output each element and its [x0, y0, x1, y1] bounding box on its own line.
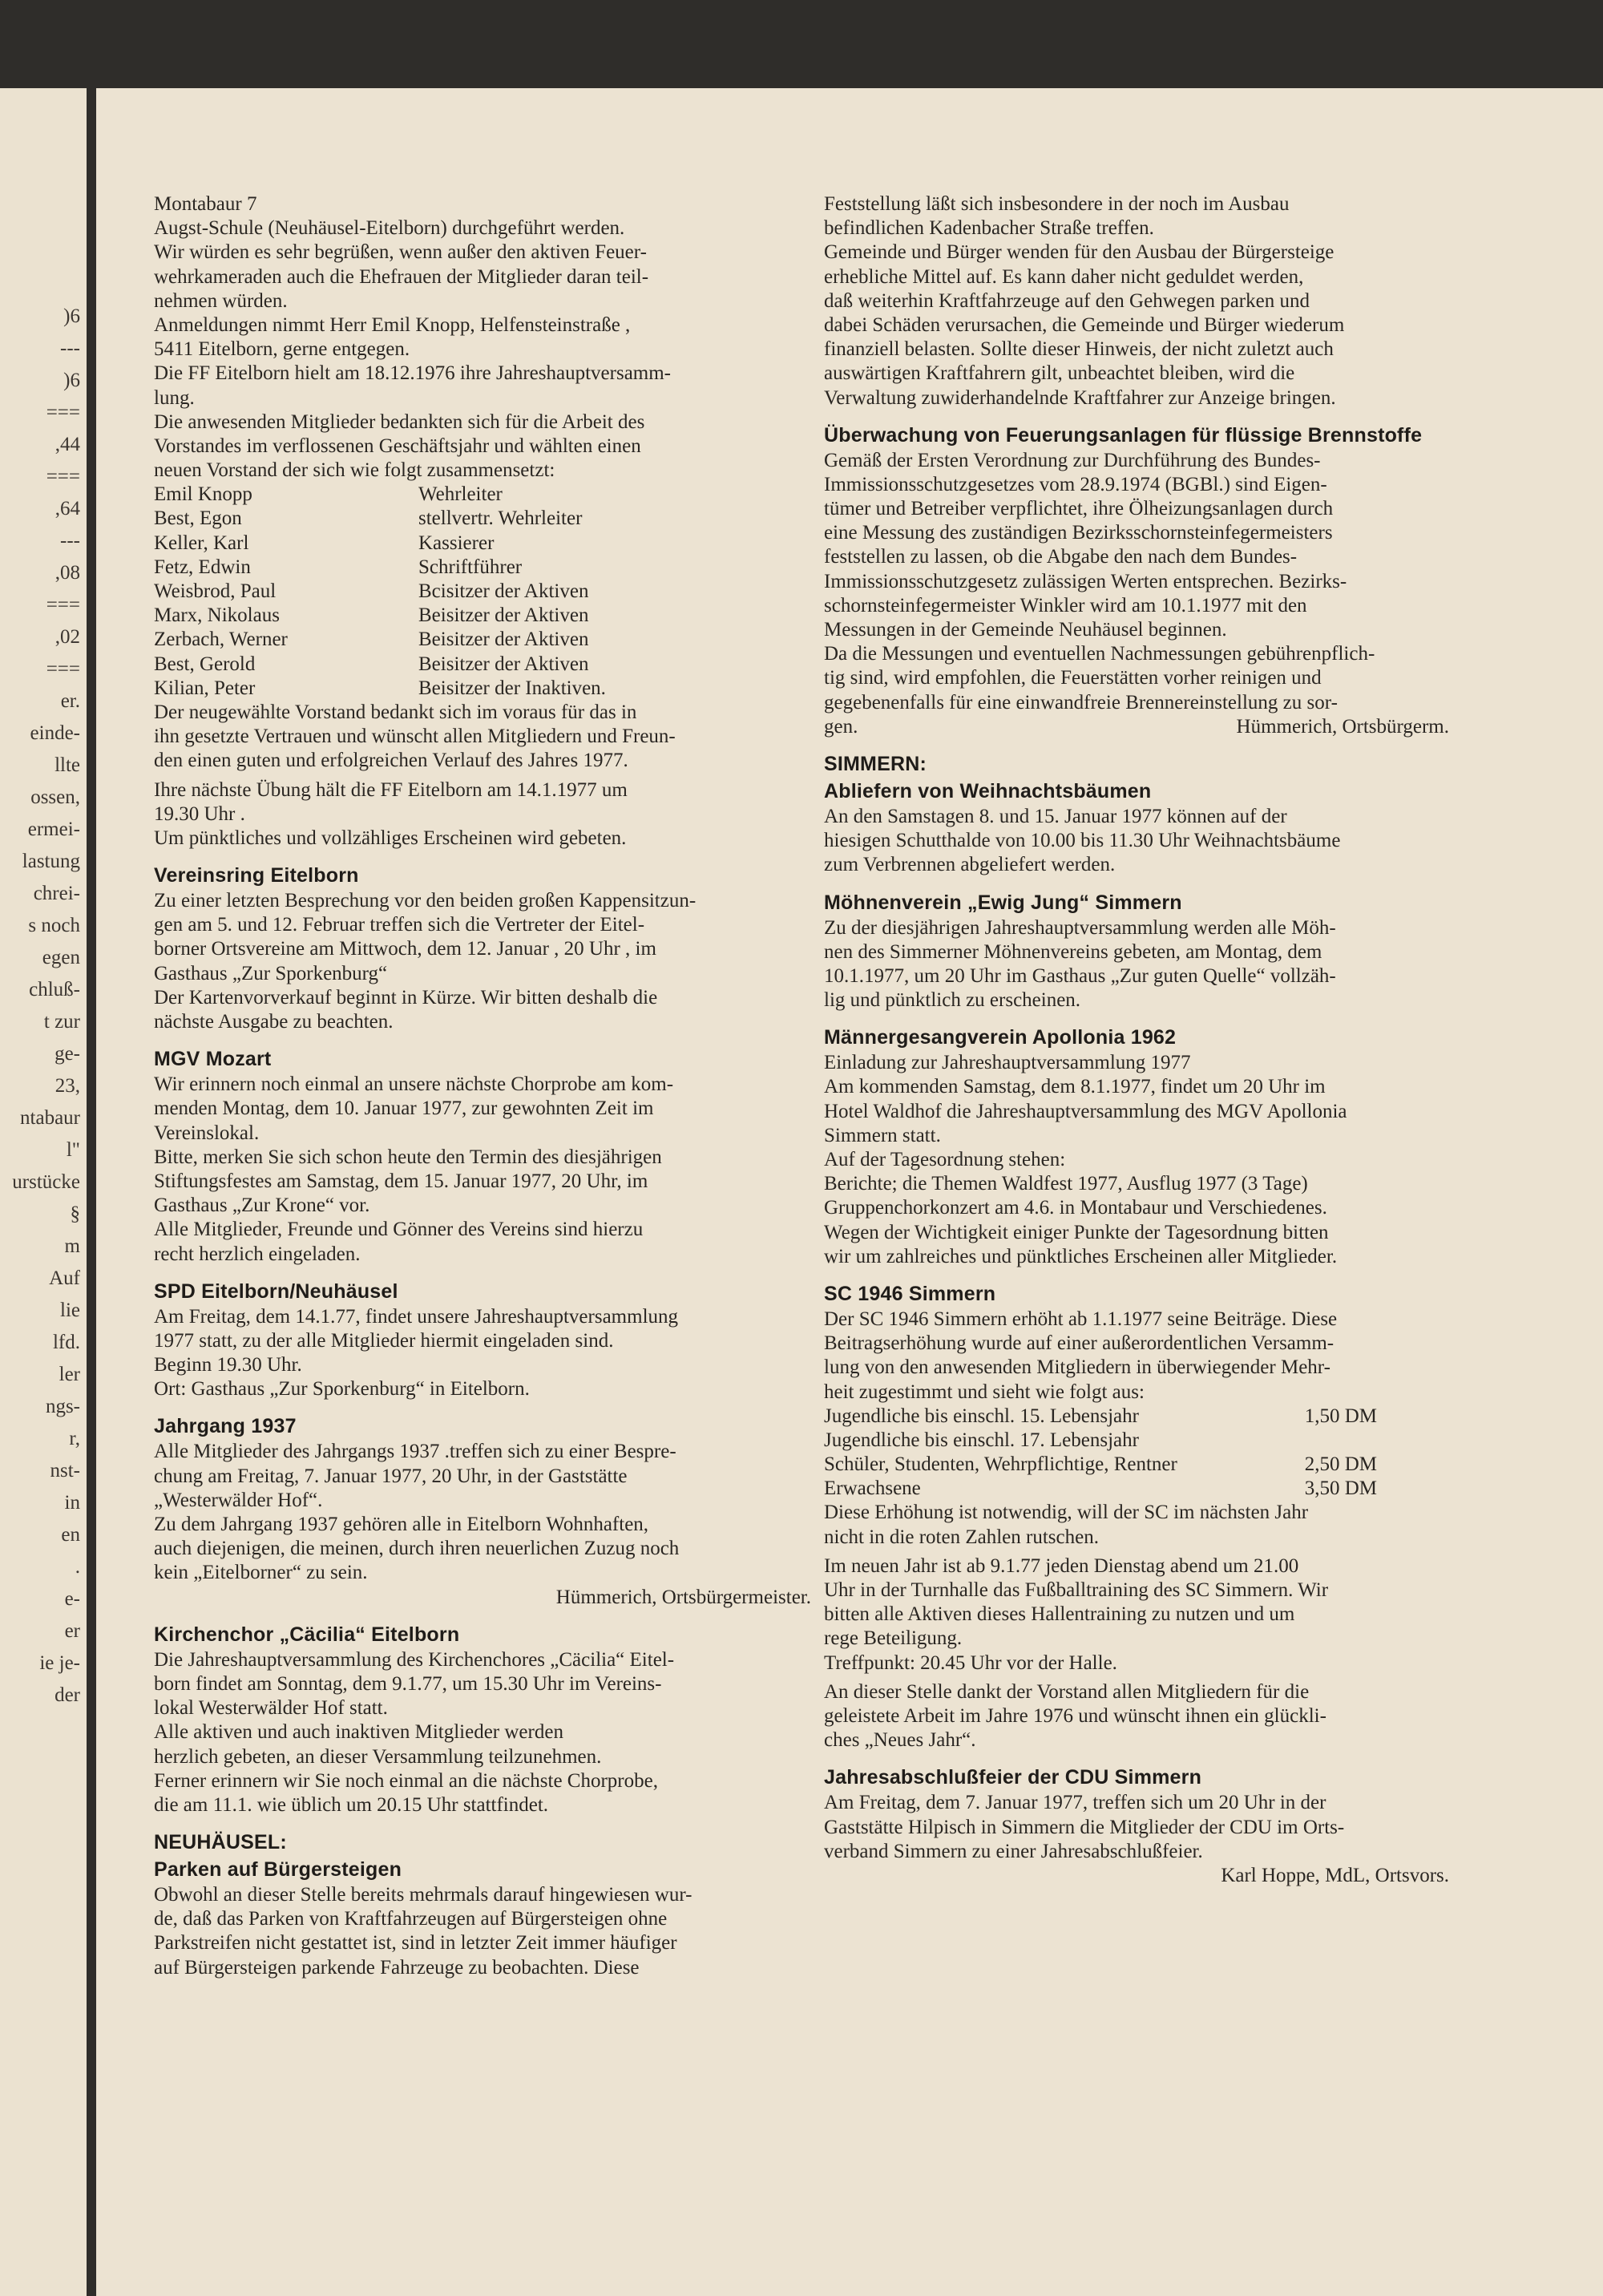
jahrgang-text	[154, 1440, 818, 1585]
margin-fragment: .	[75, 1556, 80, 1578]
text-line: Immissionsschutzgesetzes vom 28.9.1974 (BGBl.) sind Eigen-	[824, 473, 1327, 495]
text-line: schornsteinfegermeister Winkler wird am 10.1.1977 mit den	[824, 594, 1307, 616]
board-member-role: Beisitzer der Aktiven	[418, 604, 589, 627]
margin-fragment: t zur	[43, 1011, 80, 1033]
text-line: heit zugestimmt und sieht wie folgt aus:	[824, 1380, 1145, 1403]
text-line: Gaststätte Hilpisch in Simmern die Mitglieder der CDU im Orts-	[824, 1816, 1345, 1838]
uebung-notice	[154, 778, 818, 851]
margin-fragment: ---	[60, 338, 80, 359]
margin-fragment: ler	[59, 1364, 80, 1385]
mgv-heading: MGV Mozart	[154, 1048, 272, 1071]
kirchenchor-text	[154, 1648, 818, 1817]
margin-fragment: lastung	[22, 851, 80, 872]
margin-fragment: ie je-	[39, 1652, 80, 1674]
moehnen-heading: Möhnenverein „Ewig Jung“ Simmern	[824, 891, 1182, 914]
board-row	[154, 653, 818, 677]
margin-fragment: ntabaur	[20, 1107, 80, 1129]
text-line: Am Freitag, dem 7. Januar 1977, treffen sich um 20 Uhr in der	[824, 1792, 1326, 1814]
board-member-name: Emil Knopp	[154, 483, 252, 506]
board-row	[154, 628, 818, 652]
text-line: lig und pünktlich zu erscheinen.	[824, 989, 1081, 1012]
margin-fragment: ,44	[55, 434, 80, 455]
board-member-role: stellvertr. Wehrleiter	[418, 507, 583, 530]
margin-fragment: ngs-	[45, 1396, 80, 1417]
text-line: Der neugewählte Vorstand bedankt sich im voraus für das in	[154, 701, 637, 723]
text-line: verband Simmern zu einer Jahresabschlußfeier.	[824, 1840, 1203, 1862]
margin-fragment: urstücke	[12, 1171, 80, 1193]
fee-label: Schüler, Studenten, Wehrpflichtige, Rentner	[824, 1453, 1177, 1476]
text-line: Gasthaus „Zur Krone“ vor.	[154, 1194, 370, 1217]
text-line: 10.1.1977, um 20 Uhr im Gasthaus „Zur guten Quelle“ vollzäh-	[824, 964, 1336, 987]
feuerung-heading: Überwachung von Feuerungsanlagen für flüssige Brennstoffe	[824, 423, 1423, 447]
fee-label: Erwachsene	[824, 1477, 921, 1500]
board-member-name: Best, Egon	[154, 507, 242, 530]
text-line: nen des Simmerner Möhnenvereins gebeten, am Montag, dem	[824, 940, 1322, 963]
cdu-heading: Jahresabschlußfeier der CDU Simmern	[824, 1766, 1202, 1789]
neuhaeusel-heading: NEUHÄUSEL:	[154, 1831, 287, 1854]
text-line: zum Verbrennen abgeliefert werden.	[824, 854, 1116, 876]
fee-row	[824, 1477, 1377, 1501]
board-row	[154, 580, 818, 604]
text-line: Stiftungsfestes am Samstag, dem 15. Januar 1977, 20 Uhr, im	[154, 1170, 648, 1192]
text-line: finanziell belasten. Sollte dieser Hinweis, der nicht zuletzt auch	[824, 338, 1334, 361]
margin-fragment: ---	[60, 530, 80, 552]
board-row	[154, 677, 818, 701]
fee-amount: 3,50 DM	[1304, 1477, 1377, 1500]
feuerung-signature: Hümmerich, Ortsbürgerm.	[1236, 715, 1449, 738]
text-line: Anmeldungen nimmt Herr Emil Knopp, Helfensteinstraße ,	[154, 313, 631, 336]
margin-fragment: e-	[64, 1588, 80, 1610]
board-member-role: Wehrleiter	[418, 483, 503, 506]
margin-fragment: llte	[55, 754, 80, 776]
text-line: bitten alle Aktiven dieses Hallentraining zu nutzen und um	[824, 1603, 1295, 1626]
kirchenchor-heading: Kirchenchor „Cäcilia“ Eitelborn	[154, 1623, 460, 1646]
board-row	[154, 507, 818, 531]
vereinsring-heading: Vereinsring Eitelborn	[154, 864, 359, 887]
text-line: born findet am Sonntag, dem 9.1.77, um 15.30 Uhr im Vereins-	[154, 1672, 662, 1695]
fee-amount: 2,50 DM	[1304, 1453, 1377, 1476]
text-line: recht herzlich eingeladen.	[154, 1243, 361, 1265]
feuerung-text	[824, 449, 1481, 715]
margin-fragment: 23,	[55, 1075, 80, 1097]
text-line: feststellen zu lassen, ob die Abgabe den nach dem Bundes-	[824, 546, 1298, 568]
text-line: Um pünktliches und vollzähliges Erscheinen wird gebeten.	[154, 827, 627, 849]
text-line: Augst-Schule (Neuhäusel-Eitelborn) durchgeführt werden.	[154, 217, 625, 240]
text-line: Alle Mitglieder, Freunde und Gönner des Vereins sind hierzu	[154, 1219, 644, 1241]
text-line: lung.	[154, 386, 195, 409]
feuerwehr-article	[154, 192, 818, 483]
margin-fragment: l"	[66, 1139, 80, 1161]
text-line: auch diejenigen, die meinen, durch ihren neuerlichen Zuzug noch	[154, 1538, 680, 1560]
text-line: Zu dem Jahrgang 1937 gehören alle in Eitelborn Wohnhaften,	[154, 1514, 649, 1535]
parken-text	[154, 1883, 818, 1980]
apollonia-heading: Männergesangverein Apollonia 1962	[824, 1026, 1177, 1049]
text-line: Im neuen Jahr ist ab 9.1.77 jeden Dienstag abend um 21.00	[824, 1554, 1299, 1577]
text-line: Gemeinde und Bürger wenden für den Ausbau der Bürgersteige	[824, 241, 1334, 264]
text-line: ihn gesetzte Vertrauen und wünscht allen Mitgliedern und Freun-	[154, 726, 676, 748]
margin-fragment: ,02	[55, 626, 80, 648]
jahrgang-signature: Hümmerich, Ortsbürgermeister.	[555, 1586, 811, 1608]
text-line: Alle aktiven und auch inaktiven Mitglieder werden	[154, 1721, 563, 1744]
text-line: Ihre nächste Übung hält die FF Eitelborn am 14.1.1977 um	[154, 778, 628, 801]
text-line: Ort: Gasthaus „Zur Sporkenburg“ in Eitelborn.	[154, 1378, 530, 1401]
board-member-name: Best, Gerold	[154, 653, 256, 675]
text-line: Der SC 1946 Simmern erhöht ab 1.1.1977 seine Beiträge. Diese	[824, 1308, 1338, 1330]
margin-fragment: Auf	[49, 1267, 80, 1289]
board-member-name: Marx, Nikolaus	[154, 604, 280, 627]
board-closing	[154, 701, 818, 774]
board-row	[154, 532, 818, 556]
text-line: Gruppenchorkonzert am 4.6. in Montabaur und Verschiedenes.	[824, 1197, 1327, 1219]
cdu-text	[824, 1791, 1481, 1864]
weihnachtsbaum-heading: Abliefern von Weihnachtsbäumen	[824, 779, 1152, 802]
moehnen-text	[824, 916, 1481, 1013]
text-line: geleistete Arbeit im Jahre 1976 und wünscht ihnen ein glückli-	[824, 1704, 1326, 1727]
margin-fragment: ===	[46, 402, 80, 423]
board-member-name: Weisbrod, Paul	[154, 580, 277, 602]
spd-heading: SPD Eitelborn/Neuhäusel	[154, 1279, 398, 1303]
parken-continuation	[824, 192, 1481, 410]
text-line: Da die Messungen und eventuellen Nachmessungen gebührenpflich-	[824, 643, 1375, 665]
sc-after-text	[824, 1501, 1481, 1549]
margin-fragment: ===	[46, 466, 80, 487]
text-line: lung von den anwesenden Mitgliedern in überwiegender Mehr-	[824, 1356, 1330, 1379]
sc-heading: SC 1946 Simmern	[824, 1282, 996, 1305]
text-line: gegebenenfalls für eine einwandfreie Brennereinstellung zu sor-	[824, 691, 1338, 713]
margin-fragment: ossen,	[30, 786, 80, 808]
right-column	[824, 192, 1481, 1888]
text-line: Vereinslokal.	[154, 1122, 260, 1144]
margin-fragment: §	[70, 1203, 80, 1225]
fee-amount: 1,50 DM	[1304, 1405, 1377, 1427]
text-line: Montabaur 7	[154, 193, 257, 215]
text-line: Obwohl an dieser Stelle bereits mehrmals darauf hingewiesen wur-	[154, 1884, 692, 1906]
margin-fragment: en	[61, 1524, 80, 1546]
text-line: Immissionsschutzgesetz zulässigen Werten entsprechen. Bezirks-	[824, 570, 1347, 592]
text-line: erhebliche Mittel auf. Es kann daher nicht geduldet werden,	[824, 265, 1304, 288]
hallentraining-text	[824, 1554, 1481, 1676]
text-line: auf Bürgersteigen parkende Fahrzeuge zu beobachten. Diese	[154, 1956, 640, 1979]
margin-fragment: chluß-	[29, 979, 80, 1000]
margin-fragment: ge-	[55, 1043, 80, 1065]
previous-page-margin	[0, 88, 87, 2296]
board-member-role: Beisitzer der Aktiven	[418, 629, 589, 651]
text-line: Wir erinnern noch einmal an unsere nächste Chorprobe am kom-	[154, 1073, 674, 1096]
board-row	[154, 604, 818, 628]
margin-fragment: )6	[63, 305, 80, 327]
fee-label: Jugendliche bis einschl. 15. Lebensjahr	[824, 1405, 1139, 1427]
text-line: gen am 5. und 12. Februar treffen sich die Vertreter der Eitel-	[154, 914, 645, 936]
margin-fragment: lie	[60, 1300, 80, 1321]
fee-row	[824, 1453, 1377, 1477]
text-line: Die anwesenden Mitglieder bedankten sich für die Arbeit des	[154, 410, 645, 433]
text-line: Einladung zur Jahreshauptversammlung 1977	[824, 1052, 1191, 1074]
dank-text	[824, 1680, 1481, 1753]
text-line: Die FF Eitelborn hielt am 18.12.1976 ihre Jahreshauptversamm-	[154, 362, 672, 385]
text-line: tümer und Betreiber verpflichtet, ihre Ölheizungsanlagen durch	[824, 498, 1334, 520]
margin-fragment: chrei-	[33, 883, 80, 904]
text-line: Beginn 19.30 Uhr.	[154, 1354, 302, 1376]
board-row	[154, 483, 818, 507]
text-line: lokal Westerwälder Hof statt.	[154, 1697, 388, 1720]
text-line: 1977 statt, zu der alle Mitglieder hiermit eingeladen sind.	[154, 1329, 614, 1352]
weihnachtsbaum-text	[824, 805, 1481, 878]
margin-fragment: ===	[46, 594, 80, 616]
text-line: eine Messung des zuständigen Bezirksschornsteinfegermeisters	[824, 522, 1333, 544]
board-member-name: Fetz, Edwin	[154, 556, 251, 578]
margin-fragment: nst-	[50, 1460, 80, 1481]
text-line: Diese Erhöhung ist notwendig, will der SC im nächsten Jahr	[824, 1502, 1309, 1524]
text-line: nächste Ausgabe zu beachten.	[154, 1011, 394, 1033]
text-line: wehrkameraden auch die Ehefrauen der Mitglieder daran teil-	[154, 265, 649, 288]
margin-fragment: ,64	[55, 498, 80, 519]
apollonia-text	[824, 1051, 1481, 1269]
text-line: Der Kartenvorverkauf beginnt in Kürze. Wir bitten deshalb die	[154, 986, 658, 1009]
text-line: Simmern statt.	[824, 1124, 941, 1146]
sc-text	[824, 1308, 1481, 1405]
text-line: Hotel Waldhof die Jahreshauptversammlung des MGV Apollonia	[824, 1100, 1347, 1122]
text-line: Bitte, merken Sie sich schon heute den Termin des diesjährigen	[154, 1146, 662, 1168]
text-line: Gasthaus „Zur Sporkenburg“	[154, 962, 388, 984]
text-line: nehmen würden.	[154, 289, 288, 312]
text-line: ches „Neues Jahr“.	[824, 1729, 976, 1752]
spd-text	[154, 1305, 818, 1402]
board-member-role: Beisitzer der Inaktiven.	[418, 677, 606, 699]
text-line: An den Samstagen 8. und 15. Januar 1977 können auf der	[824, 805, 1287, 827]
text-line: hiesigen Schutthalde von 10.00 bis 11.30 Uhr Weihnachtsbäume	[824, 830, 1341, 852]
text-line: Verwaltung zuwiderhandelnde Kraftfahrer zur Anzeige bringen.	[824, 386, 1336, 409]
margin-fragment: einde-	[30, 722, 80, 744]
board-member-name: Kilian, Peter	[154, 677, 256, 699]
text-line: 19.30 Uhr .	[154, 802, 245, 825]
text-line: kein „Eitelborner“ zu sein.	[154, 1562, 368, 1584]
margin-fragment: er	[64, 1620, 80, 1642]
text-line: borner Ortsvereine am Mittwoch, dem 12. Januar , 20 Uhr , im	[154, 938, 656, 960]
left-column	[154, 192, 818, 1980]
text-line: Uhr in der Turnhalle das Fußballtraining des SC Simmern. Wir	[824, 1579, 1329, 1601]
margin-fragment: lfd.	[52, 1332, 80, 1353]
margin-fragment: ermei-	[27, 819, 80, 840]
text-line: 5411 Eitelborn, gerne entgegen.	[154, 338, 410, 361]
margin-fragment: in	[64, 1492, 80, 1514]
text-line: Wir würden es sehr begrüßen, wenn außer den aktiven Feuer-	[154, 241, 647, 264]
text-line: tig sind, wird empfohlen, die Feuerstätten vorher reinigen und	[824, 667, 1322, 689]
text-line: „Westerwälder Hof“.	[154, 1489, 323, 1511]
text-line: Am Freitag, dem 14.1.77, findet unsere Jahreshauptversammlung	[154, 1305, 679, 1328]
parken-heading: Parken auf Bürgersteigen	[154, 1858, 402, 1882]
margin-fragment: der	[55, 1684, 80, 1706]
text-line: wir um zahlreiches und pünktliches Erscheinen aller Mitglieder.	[824, 1245, 1338, 1267]
feuerung-last-word: gen.	[824, 715, 858, 738]
board-member-role: Schriftführer	[418, 556, 523, 578]
mgv-text	[154, 1073, 818, 1267]
text-line: neuen Vorstand der sich wie folgt zusammensetzt:	[154, 459, 555, 482]
text-line: befindlichen Kadenbacher Straße treffen.	[824, 217, 1154, 240]
margin-fragment: er.	[60, 690, 80, 712]
simmern-heading: SIMMERN:	[824, 752, 927, 775]
text-line: de, daß das Parken von Kraftfahrzeugen auf Bürgersteigen ohne	[154, 1908, 668, 1930]
text-line: Ferner erinnern wir Sie noch einmal an die nächste Chorprobe,	[154, 1769, 658, 1792]
text-line: Die Jahreshauptversammlung des Kirchenchores „Cäcilia“ Eitel-	[154, 1648, 675, 1671]
text-line: Parkstreifen nicht gestattet ist, sind in letzter Zeit immer häufiger	[154, 1932, 677, 1954]
text-line: menden Montag, dem 10. Januar 1977, zur gewohnten Zeit im	[154, 1097, 654, 1120]
board-member-role: Bcisitzer der Aktiven	[418, 580, 589, 602]
text-line: Wegen der Wichtigkeit einiger Punkte der Tagesordnung bitten	[824, 1221, 1329, 1243]
fee-row	[824, 1429, 1377, 1453]
margin-fragment: r,	[69, 1428, 80, 1449]
text-line: Auf der Tagesordnung stehen:	[824, 1149, 1066, 1170]
text-line: Zu der diesjährigen Jahreshauptversammlung werden alle Möh-	[824, 916, 1336, 939]
feuerung-signature-line	[824, 715, 1481, 739]
board-list	[154, 483, 818, 701]
text-line: nicht in die roten Zahlen rutschen.	[824, 1526, 1099, 1548]
text-line: daß weiterhin Kraftfahrzeuge auf den Gehwegen parken und	[824, 289, 1310, 312]
margin-fragment: s noch	[28, 915, 80, 936]
text-line: auswärtigen Kraftfahrern gilt, unbeachtet bleiben, wird die	[824, 362, 1295, 385]
vereinsring-text	[154, 889, 818, 1034]
margin-fragment: egen	[42, 947, 80, 968]
text-line: Treffpunkt: 20.45 Uhr vor der Halle.	[824, 1651, 1117, 1674]
text-line: Alle Mitglieder des Jahrgangs 1937 .treffen sich zu einer Bespre-	[154, 1441, 676, 1463]
board-member-name: Zerbach, Werner	[154, 629, 288, 651]
board-member-name: Keller, Karl	[154, 532, 249, 554]
text-line: Zu einer letzten Besprechung vor den beiden großen Kappensitzun-	[154, 890, 697, 912]
text-line: Feststellung läßt sich insbesondere in der noch im Ausbau	[824, 193, 1290, 215]
margin-fragment: ===	[46, 658, 80, 680]
text-line: den einen guten und erfolgreichen Verlauf des Jahres 1977.	[154, 750, 628, 772]
text-line: Berichte; die Themen Waldfest 1977, Ausflug 1977 (3 Tage)	[824, 1173, 1308, 1195]
fee-label: Jugendliche bis einschl. 17. Lebensjahr	[824, 1429, 1139, 1451]
text-line: Gemäß der Ersten Verordnung zur Durchführung des Bundes-	[824, 449, 1321, 471]
margin-fragment: m	[64, 1235, 80, 1257]
jahrgang-heading: Jahrgang 1937	[154, 1415, 297, 1438]
text-line: Am kommenden Samstag, dem 8.1.1977, findet um 20 Uhr im	[824, 1076, 1326, 1098]
text-line: dabei Schäden verursachen, die Gemeinde und Bürger wiederum	[824, 313, 1345, 336]
text-line: Messungen in der Gemeinde Neuhäusel beginnen.	[824, 619, 1227, 641]
text-line: rege Beteiligung.	[824, 1627, 963, 1650]
board-member-role: Beisitzer der Aktiven	[418, 653, 589, 675]
fee-row	[824, 1405, 1377, 1429]
margin-fragment: ,08	[55, 562, 80, 584]
text-line: Beitragserhöhung wurde auf einer außerordentlichen Versamm-	[824, 1332, 1334, 1355]
board-member-role: Kassierer	[418, 532, 495, 554]
text-line: An dieser Stelle dankt der Vorstand allen Mitgliedern für die	[824, 1680, 1310, 1703]
cdu-signature: Karl Hoppe, MdL, Ortsvors.	[1221, 1864, 1449, 1886]
text-line: die am 11.1. wie üblich um 20.15 Uhr stattfindet.	[154, 1793, 549, 1816]
text-line: Vorstandes im verflossenen Geschäftsjahr und wählten einen	[154, 435, 641, 457]
text-line: chung am Freitag, 7. Januar 1977, 20 Uhr, in der Gaststätte	[154, 1465, 628, 1487]
text-line: herzlich gebeten, an dieser Versammlung teilzunehmen.	[154, 1745, 602, 1768]
fee-table	[824, 1405, 1481, 1502]
board-row	[154, 556, 818, 580]
margin-fragment: )6	[63, 370, 80, 391]
